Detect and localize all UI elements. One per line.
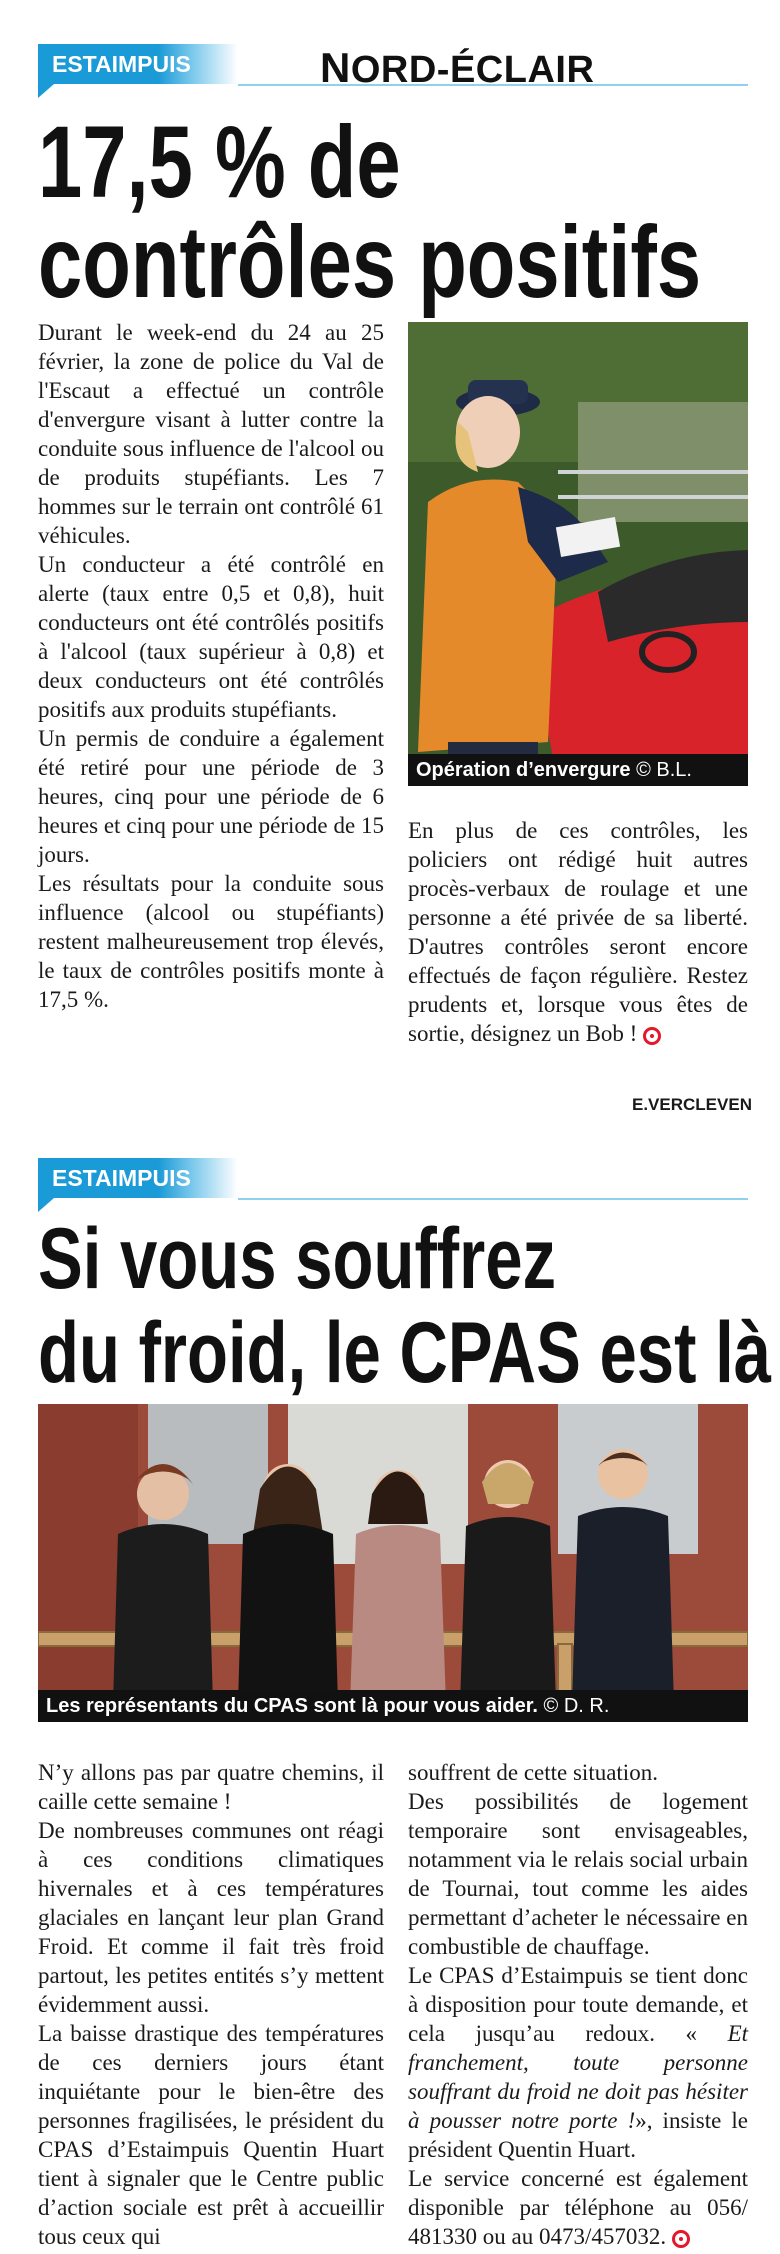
section-tag-estaimpuis: ESTAIMPUIS bbox=[38, 44, 238, 84]
section-rule-2 bbox=[238, 1198, 748, 1200]
photo-caption: Opération d’envergure © B.L. bbox=[408, 754, 748, 786]
paragraph: Un conducteur a été contrôlé en alerte (taux entre 0,5 et 0,8), huit conducteurs ont été contrôlés positifs à l'alcool (taux supérieur à 0,8) et deux conducteurs ont été contrôlés positifs aux produits stupéfiants. bbox=[38, 552, 384, 722]
section-tag-tail-2 bbox=[38, 1198, 54, 1212]
quote-text: Et franchement, toute personne souffrant du froid ne doit pas hésiter à pousser notre porte ! bbox=[408, 2021, 749, 2133]
paragraph: Le service concerné est également disponible par téléphone au 056/ 481330 ou au 0473/457032. bbox=[408, 2166, 748, 2249]
paragraph: Durant le week-end du 24 au 25 février, la zone de police du Val de l'Escaut a effectué un contrôle d'envergure visant à lutter contre la conduite sous influence de l'alcool ou de produits stupéfiants. Les 7 hommes sur le terrain ont contrôlé 61 véhicules. bbox=[38, 320, 384, 548]
paragraph: Le CPAS d’Estaimpuis se tient donc à disposition pour toute demande, et cela jusqu’au redoux. « Et franchement, toute personne souffrant du froid ne doit pas hésiter à pousser notre porte !», insiste le président Quentin Huart. bbox=[408, 1963, 749, 2162]
article-column-2 bbox=[408, 816, 748, 1048]
paragraph: En plus de ces contrôles, les policiers ont rédigé huit autres procès-verbaux de roulage et une personne a été privée de sa liberté. D'autres contrôles seront encore effectués de façon régulière. Restez prudents et, lorsque vous êtes de sortie, désignez un Bob ! bbox=[408, 818, 748, 1046]
paragraph: Un permis de conduire a également été retiré pour une période de 3 heures, cinq pour une période de 6 heures et cinq pour une période de 15 jours. bbox=[38, 726, 384, 867]
photo-caption-2: Les représentants du CPAS sont là pour vous aider. © D. R. bbox=[38, 1690, 748, 1722]
paragraph: Les résultats pour la conduite sous influence (alcool ou stupéfiants) restent malheureusement trop élevés, le taux de contrôles positifs monte à 17,5 %. bbox=[38, 871, 384, 1012]
paragraph: N’y allons pas par quatre chemins, il caille cette semaine ! bbox=[38, 1760, 384, 1814]
article-title-2: Si vous souffrez du froid, le CPAS est là bbox=[38, 1211, 772, 1401]
article-title: 17,5 % de contrôles positifs bbox=[38, 105, 702, 319]
paragraph: souffrent de cette situation. bbox=[408, 1760, 658, 1785]
article-column-1 bbox=[38, 318, 384, 1014]
paragraph: De nombreuses communes ont réagi à ces conditions climatiques hivernales et à ces températures glaciales en lançant leur plan Grand Froid. Et comme il fait très froid partout, les petites entités s’y mettent évidemment aussi. bbox=[38, 1818, 384, 2017]
article-2-column-1 bbox=[38, 1758, 384, 2251]
paragraph: La baisse drastique des températures de ces derniers jours étant inquiétante pour le bien-être des personnes fragilisées, le président du CPAS d’Estaimpuis Quentin Huart tient à signaler que le Centre public d’action sociale est prêt à accueillir tous ceux qui bbox=[38, 2021, 384, 2249]
paragraph: Des possibilités de logement temporaire sont envisageables, notamment via le relais social urbain de Tournai, tout comme les aides permettant d’acheter le nécessaire en combustible de chauffage. bbox=[408, 1789, 748, 1959]
article-2-column-2 bbox=[408, 1758, 748, 2251]
police-control-photo bbox=[408, 322, 748, 786]
end-of-article-icon bbox=[643, 1027, 661, 1045]
section-tag-tail bbox=[38, 84, 54, 98]
cpas-group-photo bbox=[38, 1404, 748, 1706]
end-of-article-icon-2 bbox=[672, 2230, 690, 2248]
group-of-five-people-illustration bbox=[38, 1404, 748, 1706]
section-tag-estaimpuis-2: ESTAIMPUIS bbox=[38, 1158, 238, 1198]
newspaper-brand: NORD-ÉCLAIR bbox=[320, 44, 595, 91]
police-officer-illustration bbox=[408, 322, 748, 786]
author-byline: E.VERCLEVEN bbox=[632, 1095, 752, 1114]
